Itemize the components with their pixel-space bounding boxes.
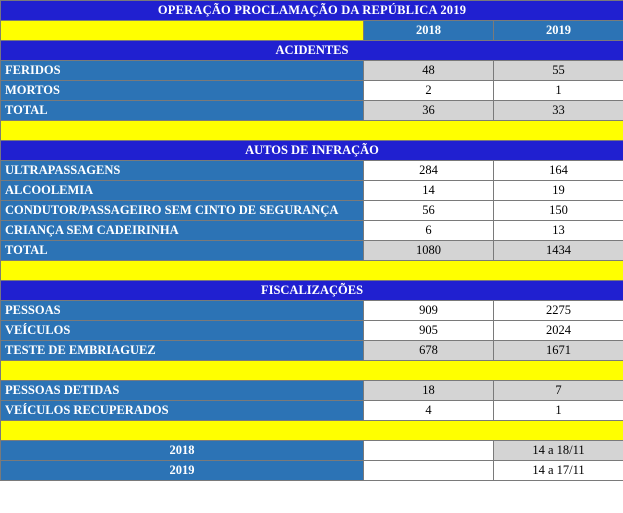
year-header-row — [1, 21, 623, 41]
table-row — [1, 301, 623, 321]
spacer-row — [1, 121, 623, 141]
row-value-veiculos-2018: 905 — [364, 321, 494, 341]
row-value-veiculos-recuperados-2018: 4 — [364, 401, 494, 421]
row-value-veiculos-2019: 2024 — [494, 321, 623, 341]
row-label-pessoas: PESSOAS — [1, 301, 364, 321]
table-row — [1, 321, 623, 341]
table-row — [1, 61, 623, 81]
row-value-pessoas-detidas-2019: 7 — [494, 381, 623, 401]
spacer-row — [1, 261, 623, 281]
row-label-autos-total: TOTAL — [1, 241, 364, 261]
table-row — [1, 381, 623, 401]
row-value-feridos-2018: 48 — [364, 61, 494, 81]
row-label-mortos: MORTOS — [1, 81, 364, 101]
footer-year-2019: 2019 — [1, 461, 364, 481]
yellow-divider — [1, 421, 623, 441]
table-row — [1, 181, 623, 201]
row-label-ultrapassagens: ULTRAPASSAGENS — [1, 161, 364, 181]
row-value-veiculos-recuperados-2019: 1 — [494, 401, 623, 421]
row-label-crianca-sem-cadeirinha: CRIANÇA SEM CADEIRINHA — [1, 221, 364, 241]
table-row — [1, 401, 623, 421]
section-title-autos-de-infracao: AUTOS DE INFRAÇÃO — [1, 141, 623, 161]
table-row — [1, 201, 623, 221]
table-row — [1, 161, 623, 181]
row-label-teste-de-embriaguez: TESTE DE EMBRIAGUEZ — [1, 341, 364, 361]
report-title: OPERAÇÃO PROCLAMAÇÃO DA REPÚBLICA 2019 — [1, 1, 623, 21]
table-row — [1, 101, 623, 121]
year-header-2019: 2019 — [494, 21, 623, 41]
yellow-divider — [1, 261, 623, 281]
yellow-divider — [1, 121, 623, 141]
title-row — [1, 1, 623, 21]
table-row — [1, 241, 623, 261]
section-header-row — [1, 281, 623, 301]
row-value-mortos-2019: 1 — [494, 81, 623, 101]
yellow-divider — [1, 361, 623, 381]
row-value-feridos-2019: 55 — [494, 61, 623, 81]
row-value-pessoas-2019: 2275 — [494, 301, 623, 321]
row-value-alcoolemia-2018: 14 — [364, 181, 494, 201]
row-value-autos-total-2018: 1080 — [364, 241, 494, 261]
row-label-pessoas-detidas: PESSOAS DETIDAS — [1, 381, 364, 401]
footer-row — [1, 441, 623, 461]
section-title-fiscalizacoes: FISCALIZAÇÕES — [1, 281, 623, 301]
footer-blank-2018 — [364, 441, 494, 461]
row-label-veiculos: VEÍCULOS — [1, 321, 364, 341]
footer-row — [1, 461, 623, 481]
row-value-cinto-2019: 150 — [494, 201, 623, 221]
row-value-acidentes-total-2019: 33 — [494, 101, 623, 121]
row-label-veiculos-recuperados: VEÍCULOS RECUPERADOS — [1, 401, 364, 421]
footer-range-2019: 14 a 17/11 — [494, 461, 623, 481]
section-header-row — [1, 41, 623, 61]
spacer-row — [1, 421, 623, 441]
row-value-pessoas-2018: 909 — [364, 301, 494, 321]
row-value-alcoolemia-2019: 19 — [494, 181, 623, 201]
spacer-row — [1, 361, 623, 381]
section-title-acidentes: ACIDENTES — [1, 41, 623, 61]
table-row — [1, 221, 623, 241]
footer-year-2018: 2018 — [1, 441, 364, 461]
row-value-ultrapassagens-2018: 284 — [364, 161, 494, 181]
section-header-row — [1, 141, 623, 161]
row-label-feridos: FERIDOS — [1, 61, 364, 81]
table-row — [1, 341, 623, 361]
row-value-pessoas-detidas-2018: 18 — [364, 381, 494, 401]
row-label-acidentes-total: TOTAL — [1, 101, 364, 121]
row-value-acidentes-total-2018: 36 — [364, 101, 494, 121]
year-header-blank — [1, 21, 364, 41]
footer-range-2018: 14 a 18/11 — [494, 441, 623, 461]
row-value-cadeirinha-2019: 13 — [494, 221, 623, 241]
row-value-cadeirinha-2018: 6 — [364, 221, 494, 241]
row-value-mortos-2018: 2 — [364, 81, 494, 101]
row-value-cinto-2018: 56 — [364, 201, 494, 221]
year-header-2018: 2018 — [364, 21, 494, 41]
row-value-embriaguez-2019: 1671 — [494, 341, 623, 361]
row-value-autos-total-2019: 1434 — [494, 241, 623, 261]
row-label-condutor-passageiro-sem-cinto: CONDUTOR/PASSAGEIRO SEM CINTO DE SEGURANÇA — [1, 201, 364, 221]
row-value-ultrapassagens-2019: 164 — [494, 161, 623, 181]
row-label-alcoolemia: ALCOOLEMIA — [1, 181, 364, 201]
row-value-embriaguez-2018: 678 — [364, 341, 494, 361]
table-row — [1, 81, 623, 101]
footer-blank-2019 — [364, 461, 494, 481]
